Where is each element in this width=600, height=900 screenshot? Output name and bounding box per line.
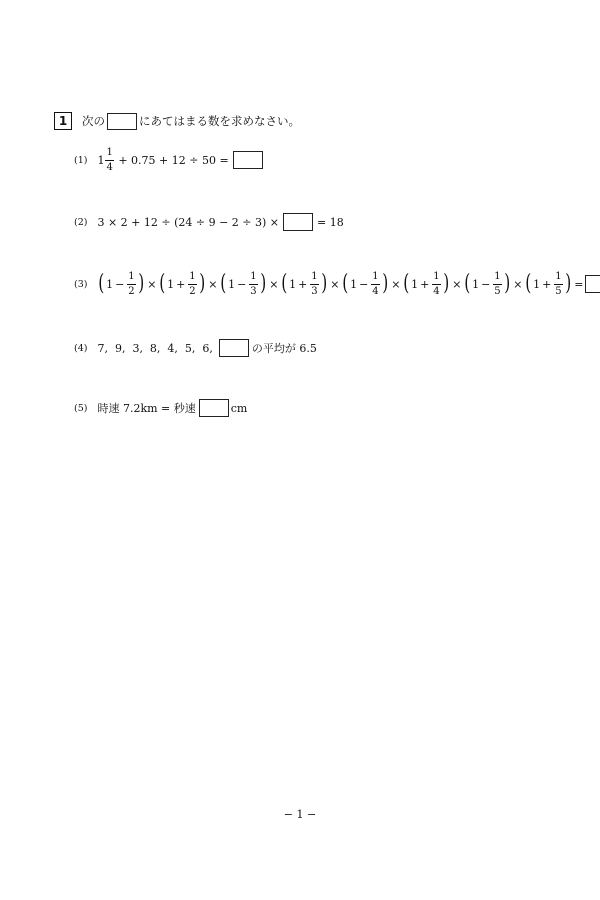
fraction — [249, 272, 257, 297]
numerator: 1 — [249, 272, 257, 285]
left-paren: ( — [525, 271, 532, 296]
instruction-after: にあてはまる数を求めなさい。 — [139, 114, 300, 128]
problem-5 — [74, 399, 247, 417]
factor — [97, 272, 145, 297]
expression-after: cm — [230, 401, 248, 415]
times-sign: × — [147, 277, 157, 291]
times-sign: × — [208, 277, 218, 291]
fraction — [371, 272, 379, 297]
factor — [158, 272, 206, 297]
question-instruction — [82, 112, 300, 130]
sign: − — [115, 277, 125, 291]
left-paren: ( — [220, 271, 227, 296]
times-sign: × — [330, 277, 340, 291]
times-sign: × — [391, 277, 401, 291]
fraction — [105, 148, 113, 173]
denominator: 4 — [433, 285, 440, 297]
question-number: 1 — [54, 112, 72, 130]
expression-before: 3 × 2 + 12 ÷ (24 ÷ 9 − 2 ÷ 3) × — [97, 215, 280, 229]
page-number: − 1 − — [283, 808, 317, 821]
one: 1 — [472, 277, 480, 291]
left-paren: ( — [281, 271, 288, 296]
problem-label: (2) — [74, 216, 88, 228]
equals-sign: = — [574, 277, 584, 291]
expression-before: 時速 7.2km = 秒速 — [97, 402, 196, 415]
fraction — [432, 272, 440, 297]
left-paren: ( — [159, 271, 166, 296]
denominator: 4 — [106, 161, 113, 173]
one: 1 — [350, 277, 358, 291]
expression-after: = 18 — [317, 215, 344, 229]
one: 1 — [411, 277, 419, 291]
factor — [219, 272, 267, 297]
factor — [280, 272, 328, 297]
left-paren: ( — [342, 271, 349, 296]
factor — [524, 272, 572, 297]
sign: − — [359, 277, 369, 291]
instruction-blank — [107, 113, 137, 130]
sign: + — [298, 277, 308, 291]
number-list: 7, 9, 3, 8, 4, 5, 6, — [97, 341, 213, 355]
instruction-before: 次の — [82, 114, 105, 128]
times-sign: × — [269, 277, 279, 291]
denominator: 5 — [494, 285, 501, 297]
denominator: 3 — [250, 285, 257, 297]
numerator: 1 — [371, 272, 379, 285]
sign: − — [237, 277, 247, 291]
denominator: 4 — [372, 285, 379, 297]
times-sign: × — [513, 277, 523, 291]
right-paren: ) — [320, 271, 327, 296]
numerator: 1 — [127, 272, 135, 285]
factor — [463, 272, 511, 297]
right-paren: ) — [259, 271, 266, 296]
right-paren: ) — [442, 271, 449, 296]
numerator: 1 — [493, 272, 501, 285]
denominator: 5 — [555, 285, 562, 297]
fraction — [188, 272, 196, 297]
expression-rest: + 0.75 + 12 ÷ 50 = — [114, 153, 229, 167]
answer-blank[interactable] — [219, 339, 249, 357]
one: 1 — [533, 277, 541, 291]
right-paren: ) — [198, 271, 205, 296]
problem-label: (1) — [74, 154, 88, 166]
sign: + — [176, 277, 186, 291]
denominator: 2 — [189, 285, 196, 297]
numerator: 1 — [432, 272, 440, 285]
right-paren: ) — [137, 271, 144, 296]
numerator: 1 — [188, 272, 196, 285]
one: 1 — [228, 277, 236, 291]
answer-blank[interactable] — [585, 275, 600, 293]
denominator: 3 — [311, 285, 318, 297]
problem-1 — [74, 146, 263, 174]
one: 1 — [289, 277, 297, 291]
sign: − — [481, 277, 491, 291]
problem-label: (3) — [74, 278, 88, 290]
sign: + — [542, 277, 552, 291]
answer-blank[interactable] — [199, 399, 229, 417]
left-paren: ( — [464, 271, 471, 296]
right-paren: ) — [564, 271, 571, 296]
factor — [341, 272, 389, 297]
numerator: 1 — [554, 272, 562, 285]
right-paren: ) — [381, 271, 388, 296]
one: 1 — [106, 277, 114, 291]
expression-after: の平均が 6.5 — [251, 342, 317, 355]
problem-3 — [74, 269, 600, 299]
factor — [402, 272, 450, 297]
fraction — [493, 272, 501, 297]
numerator: 1 — [105, 148, 113, 161]
right-paren: ) — [503, 271, 510, 296]
answer-blank[interactable] — [233, 151, 263, 169]
denominator: 2 — [128, 285, 135, 297]
left-paren: ( — [403, 271, 410, 296]
numerator: 1 — [310, 272, 318, 285]
fraction — [127, 272, 135, 297]
fraction — [554, 272, 562, 297]
one: 1 — [167, 277, 175, 291]
times-sign: × — [452, 277, 462, 291]
left-paren: ( — [98, 271, 105, 296]
problem-label: (5) — [74, 402, 88, 414]
mixed-whole: 1 — [97, 153, 105, 167]
sign: + — [420, 277, 430, 291]
problem-label: (4) — [74, 342, 88, 354]
problem-2 — [74, 213, 344, 231]
fraction — [310, 272, 318, 297]
product-expression — [97, 272, 572, 297]
answer-blank[interactable] — [283, 213, 313, 231]
problem-4 — [74, 339, 317, 357]
